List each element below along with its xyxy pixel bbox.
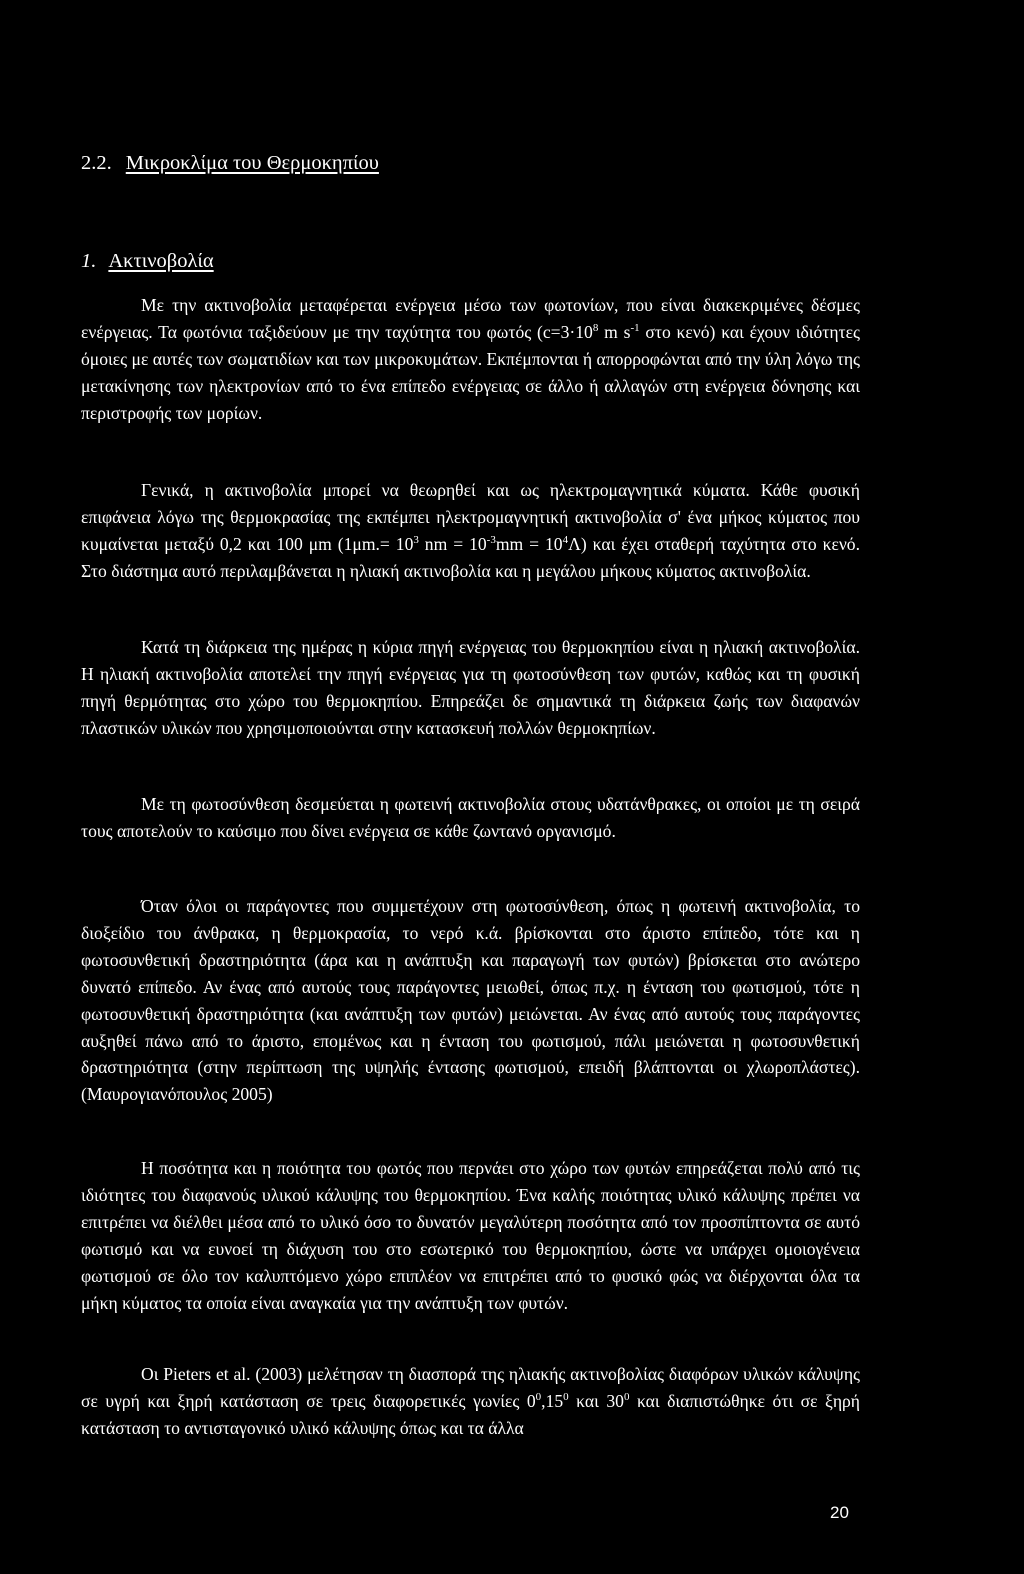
paragraph-pieters-study: Οι Pieters et al. (2003) μελέτησαν τη διασπορά της ηλιακής ακτινοβολίας διαφόρων υλικών κάλυψης σε υγρή και ξηρή κατάσταση σε τρεις διαφορετικές γωνίες $0^0,15^0$ και $30^0$ και διαπιστώθηκε ότι σε ξηρή κατάσταση το αντισταγονικό υλικό κάλυψης όπως και τα άλλα xyxy=(81,1364,860,1438)
page-number: 20 xyxy=(830,1503,849,1522)
paragraph-solar-energy: Κατά τη διάρκεια της ημέρας η κύρια πηγή ενέργειας του θερμοκηπίου είναι η ηλιακή ακτινοβολία. Η ηλιακή ακτινοβολία αποτελεί την πηγή ενέργειας για τη φωτοσύνθεση των φυτών, καθώς και τη φυσική πηγή θερμότητας στο χώρο του θερμοκηπίου. Επηρεάζει δε σημαντικά τη διάρκεια ζωής των διαφανών πλαστικών υλικών που χρησιμοποιούνται στην κατασκευή πολλών θερμοκηπίων. xyxy=(81,637,860,738)
paragraph-electromagnetic-waves: Γενικά, η ακτινοβολία μπορεί να θεωρηθεί και ως ηλεκτρομαγνητικά κύματα. Κάθε φυσική επιφάνεια λόγω της θερμοκρασίας της εκπέμπει ηλεκτρομαγνητική ακτινοβολία σ' ένα μήκος κύματος που κυμαίνεται μεταξύ 0,2 και 100 μm ($1\mu m.= 10^3$ nm = $10^{-3}mm = 10^4\Lambda$) και έχει σταθερή ταχύτητα στο κενό. Στο διάστημα αυτό περιλαμβάνεται η ηλιακή ακτινοβολία και η μεγάλου μήκους κύματος ακτινοβολία. xyxy=(81,480,860,581)
paragraph-light-quality: Η ποσότητα και η ποιότητα του φωτός που περνάει στο χώρο των φυτών επηρεάζεται πολύ από τις ιδιότητες του διαφανούς υλικού κάλυψης του θερμοκηπίου. Ένα καλής ποιότητας υλικό κάλυψης πρέπει να επιτρέπει να διέλθει μέσα από το υλικό όσο το δυνατόν μεγαλύτερη ποσότητα από τον προσπίπτοντα σε αυτό φωτισμό και να ευνοεί τη διάχυση του στο εσωτερικό του θερμοκηπίου, ώστε να υπάρχει ομοιογένεια φωτισμού σε όλο τον καλυπτόμενο χώρο επιπλέον να επιτρέπει από το φυσικό φώς να διέρχονται όλα τα μήκη κύματος τα οποία είναι αναγκαία για την ανάπτυξη των φυτών. xyxy=(81,1158,860,1313)
subsection-number: 1. xyxy=(81,250,97,272)
paragraph-photosynthesis: Με τη φωτοσύνθεση δεσμεύεται η φωτεινή ακτινοβολία στους υδατάνθρακες, οι οποίοι με τη σειρά τους αποτελούν το καύσιμο που δίνει ενέργεια σε κάθε ζωντανό οργανισμό. xyxy=(81,794,860,841)
paragraph-optimal-factors: Όταν όλοι οι παράγοντες που συμμετέχουν στη φωτοσύνθεση, όπως η φωτεινή ακτινοβολία, το διοξείδιο του άνθρακα, η θερμοκρασία, το νερό κ.ά. βρίσκονται στο άριστο επίπεδο, τότε και η φωτοσυνθετική δραστηριότητα (άρα και η ανάπτυξη και παραγωγή των φυτών) βρίσκεται στο ανώτερο δυνατό επίπεδο. Αν ένας από αυτούς τους παράγοντες μειωθεί, όπως π.χ. η ένταση του φωτισμού, τότε η φωτοσυνθετική δραστηριότητα (και ανάπτυξη των φυτών) μειώνεται. Αν ένας από αυτούς τους παράγοντες αυξηθεί πάνω από το άριστο, επομένως και η ένταση του φωτισμού, πάλι μειώνεται η φωτοσυνθετική δραστηριότητα (στην περίπτωση της υψηλής έντασης φωτισμού, επειδή βλάπτονται οι χλωροπλάστες). (Μαυρογιανόπουλος 2005) xyxy=(81,896,860,1105)
section-number: 2.2. xyxy=(81,152,112,174)
paragraph-radiation-intro: Με την ακτινοβολία μεταφέρεται ενέργεια μέσω των φωτονίων, που είναι διακεκριμένες δέσμες ενέργειας. Τα φωτόνια ταξιδεύουν με την ταχύτητα του φωτός ($c=3\cdot 10^8$ m $s^{-1}$ στο κενό) και έχουν ιδιότητες όμοιες με αυτές των σωματιδίων και των μικροκυμάτων. Εκπέμπονται ή απορροφώνται από την ύλη λόγω της μετακίνησης των ηλεκτρονίων από το ένα επίπεδο ενέργειας σε άλλο ή αλλαγών στη ενέργεια δόνησης και περιστροφής των μορίων. xyxy=(81,295,860,423)
subsection-heading xyxy=(81,248,214,274)
subsection-title: Ακτινοβολία xyxy=(108,250,214,272)
section-heading xyxy=(81,150,379,176)
section-title: Μικροκλίμα του Θερμοκηπίου xyxy=(125,152,379,174)
